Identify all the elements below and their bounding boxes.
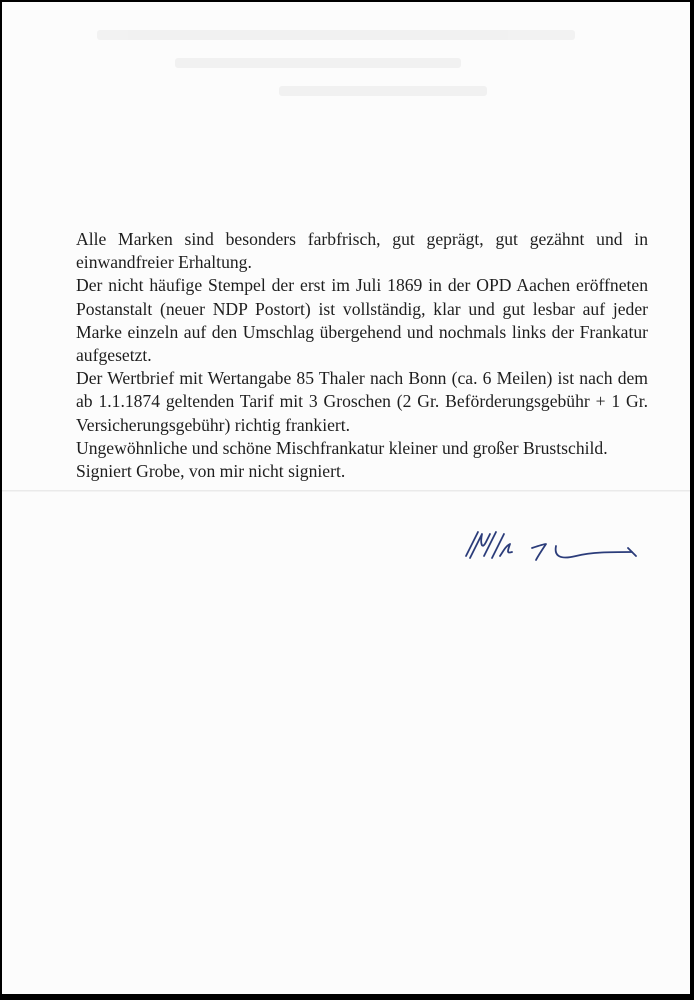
fold-crease <box>2 490 690 492</box>
paragraph-tariff: Der Wertbrief mit Wertangabe 85 Thaler nach Bonn (ca. 6 Meilen) ist nach dem ab 1.1.1874 geltenden Tarif mit 3 Groschen (2 Gr. Beförderungsgebühr + 1 Gr. Versicherungsgebühr) richtig frankiert. <box>76 368 648 435</box>
reverse-side-bleed <box>97 30 617 120</box>
paragraph-condition: Alle Marken sind besonders farbfrisch, gut geprägt, gut gezähnt und in einwandfreier Erhaltung. <box>76 229 648 273</box>
letter-page <box>2 2 690 994</box>
paragraph-postmark: Der nicht häufige Stempel der erst im Juli 1869 in der OPD Aachen eröffneten Postanstalt (neuer NDP Postort) ist vollständig, klar und gut lesbar auf jeder Marke einzeln auf den Umschlag übergehend und nochmals links der Frankatur aufgesetzt. <box>76 275 648 366</box>
paragraph-signed: Signiert Grobe, von mir nicht signiert. <box>76 461 346 482</box>
letter-body <box>76 228 648 483</box>
handwritten-signature <box>460 522 650 566</box>
paragraph-franking: Ungewöhnliche und schöne Mischfrankatur kleiner und großer Brustschild. <box>76 437 608 458</box>
